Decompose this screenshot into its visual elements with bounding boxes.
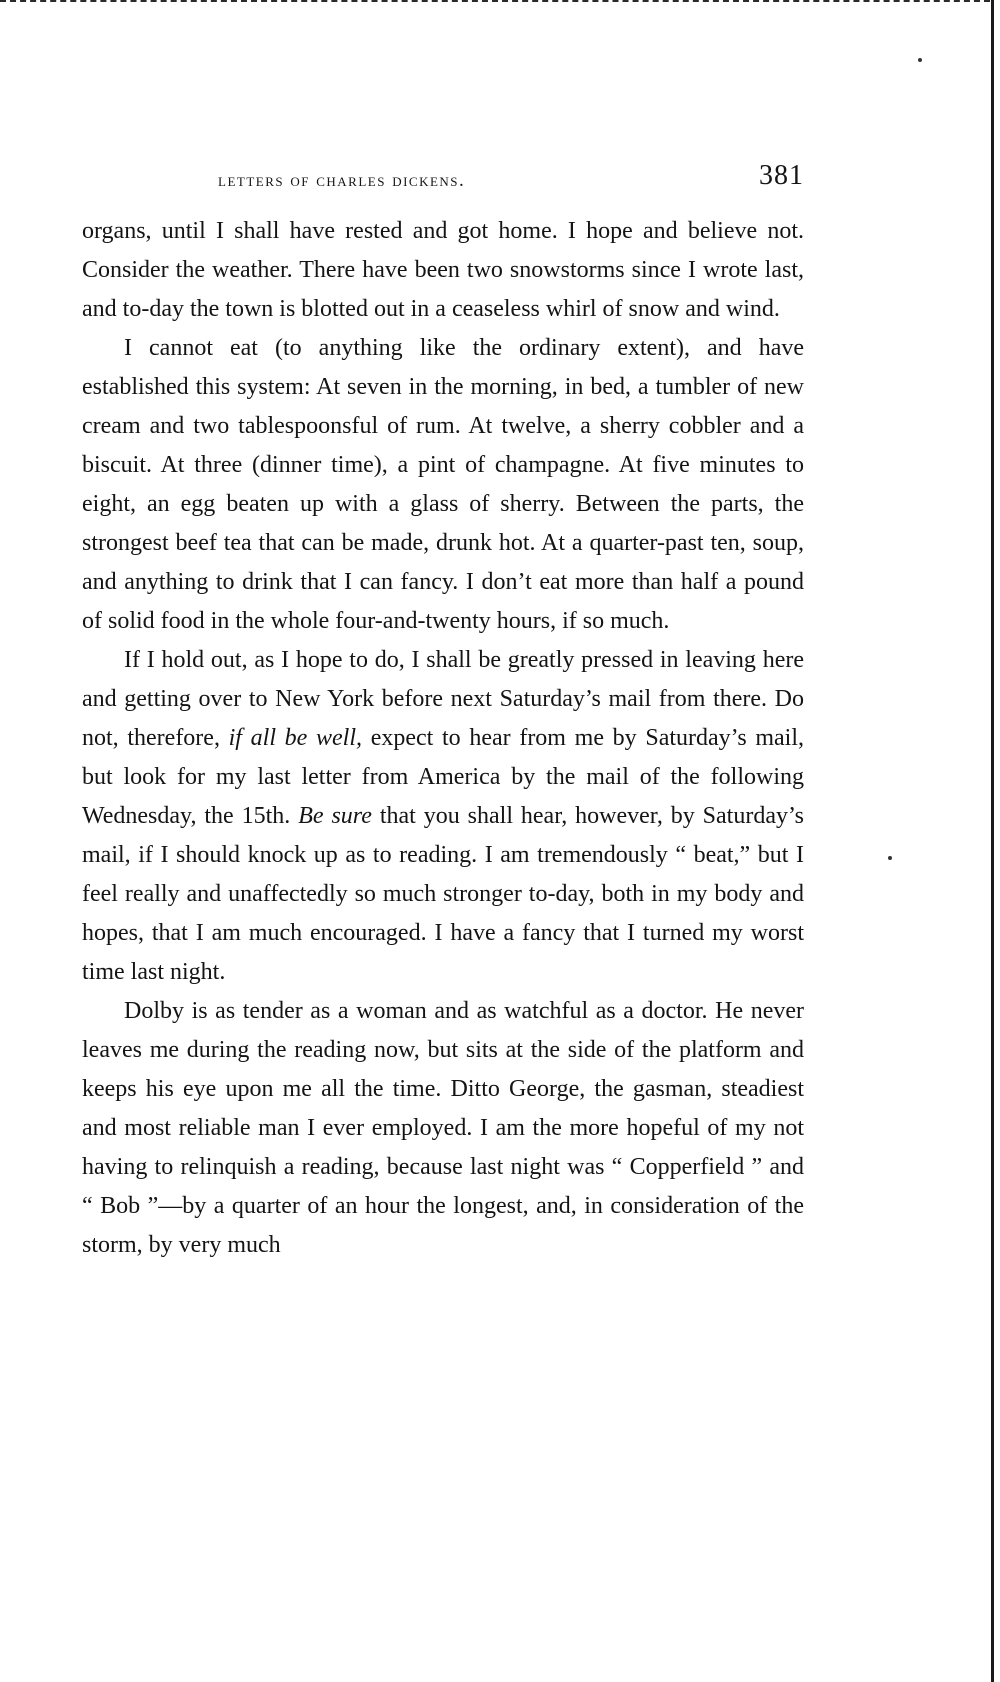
paragraph-text-segment: If I hold out, as I hope to do, I shall be greatly pressed in leaving here and getting over to New York before next Saturday’s mail from there. Do not, therefore,	[82, 647, 804, 751]
scan-right-edge	[991, 0, 994, 1682]
running-title: letters of charles dickens.	[218, 170, 466, 191]
paragraph-dolby: Dolby is as tender as a woman and as watchful as a doctor. He never leaves me during the reading now, but sits at the side of the platform and keeps his eye upon me all the time. Ditto George, the gasman, steadiest and most reliable man I ever employed. I am the more hopeful of my not having to relinquish a reading, because last night was “ Copperfield ” and “ Bob ”—by a quarter of an hour the longest, and, in consideration of the storm, by very much	[82, 998, 804, 1258]
paragraph-continued: organs, until I shall have rested and got home. I hope and believe not. Consider the weather. There have been two snowstorms since I wrote last, and to-day the town is blotted out in a ceaseless whirl of snow and wind.	[82, 218, 804, 322]
scan-speck	[888, 856, 892, 860]
paragraph-text-segment: expect to hear from me by Saturday’s mail, but look for my last letter from America by the mail of the following Wednesday, the 15th.	[82, 725, 804, 829]
scan-top-border	[0, 0, 990, 6]
running-head	[82, 160, 804, 200]
scan-speck	[918, 58, 922, 62]
page-number: 381	[759, 160, 804, 191]
book-page	[82, 160, 804, 1265]
italic-phrase: Be sure	[298, 803, 372, 829]
paragraph-diet-system: I cannot eat (to anything like the ordinary extent), and have established this system: At seven in the morning, in bed, a tumbler of new cream and two tablespoonsful of rum. At twelve, a sherry cobbler and a biscuit. At three (dinner time), a pint of champagne. At five minutes to eight, an egg beaten up with a glass of sherry. Between the parts, the strongest beef tea that can be made, drunk hot. At a quarter-past ten, soup, and anything to drink that I can fancy. I don’t eat more than half a pound of solid food in the whole four-and-twenty hours, if so much.	[82, 335, 804, 634]
paragraph-new-york-mail	[82, 641, 804, 992]
paragraph-text-segment: that you shall hear, however, by Saturday’s mail, if I should knock up as to reading. I am tremendously “ beat,” but I feel really and unaffectedly so much stronger to-day, both in my body and hopes, that I am much encouraged. I have a fancy that I turned my worst time last night.	[82, 803, 804, 985]
italic-phrase: if all be well,	[228, 725, 363, 751]
